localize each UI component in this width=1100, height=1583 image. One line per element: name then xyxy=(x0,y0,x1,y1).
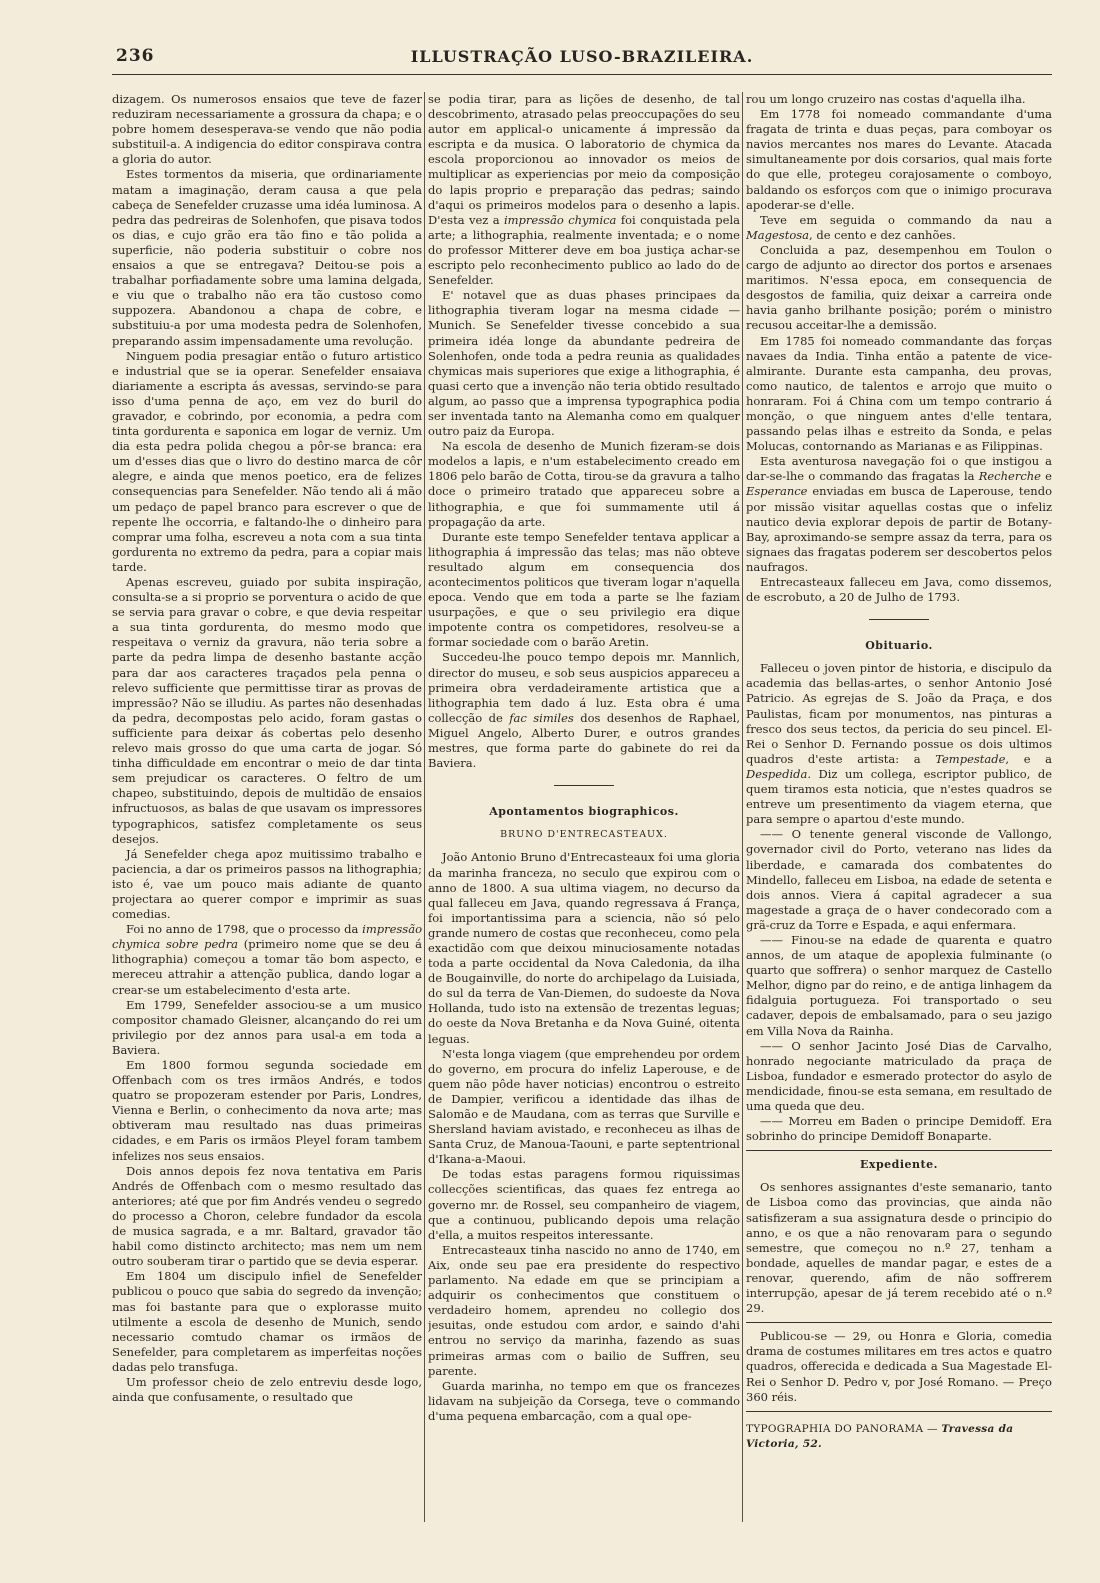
italic-text: Despedida xyxy=(746,766,808,781)
horizontal-rule xyxy=(746,1411,1052,1412)
paragraph xyxy=(746,213,1052,243)
text: Esta aventurosa navegação foi o que instigou a dar-se-lhe o commando das fragatas la xyxy=(746,454,1052,484)
paragraph: N'esta longa viagem (que emprehendeu por ordem do governo, em procura do infeliz Laperouse, e de quem não pôde haver noticias) encontrou o estreito de Dampier, verificou a identidade das ilhas de Salomão e de Maudana, com as terras que Surville e Shersland haviam avistado, e reconheceu as ilhas de Santa Cruz, de Manoua-Taouni, e parte septentrional d'Ikana-a-Maoui. xyxy=(428,1046,740,1167)
paragraph: Entrecasteaux tinha nascido no anno de 1740, em Aix, onde seu pae era presidente do respectivo parlamento. Na edade em que se principiam a adquirir os conhecimentos que constituem o verdadeiro homem, aprendeu no collegio dos jesuitas, onde estudou com ardor, e saindo d'ahi entrou no serviço da marinha, fazendo as suas primeiras armas com o bailio de Suffren, seu parente. xyxy=(428,1242,740,1378)
paragraph: dizagem. Os numerosos ensaios que teve de fazer reduziram necessariamente a grossura da chapa; e o pobre homem desesperava-se vendo que não podia substituil-a. A indigencia do editor conspirava contra a gloria do autor. xyxy=(112,92,422,167)
paragraph: —— Finou-se na edade de quarenta e quatro annos, de um ataque de apoplexia fulminante (o quarto que soffrera) o senhor marquez de Castello Melhor, digno par do reino, e de antiga linhagem da fidalguia portugueza. Foi transportado o seu cadaver, depois de embalsamado, para o seu jazigo em Villa Nova da Rainha. xyxy=(746,932,1052,1038)
text: foi conquistada pela arte; a lithographia, realmente inventada; e o nome do professor Mitterer deve em boa justiça achar-se escripto pelo reconhecimento publico ao lado do de Senefelder. xyxy=(428,212,740,288)
italic-text: impressão chymica sobre pedra xyxy=(112,922,422,952)
section-title: Expediente. xyxy=(860,1158,938,1172)
text: se podia tirar, para as lições de desenho, de tal descobrimento, atrasado pelas preoccupações do seu autor em applical-o unicamente á impressão da escripta e da musica. O laboratorio de chymica da escola proporcionou ao innovador os meios de multiplicar as experiencias por meio da composição do lapis proprio e preparação das pedras; saindo d'aqui os primeiros modelos para o desenho a lapis. D'esta vez a xyxy=(428,92,740,227)
paragraph: Os senhores assignantes d'este semanario, tanto de Lisboa como das provincias, que ainda não satisfizeram a sua assignatura desde o principio do anno, e os que a não renovaram para o segundo semestre, que começou no n.º 27, tenham a bondade, aquelles de mandar pagar, e estes de a renovar, querendo, afim de não soffrerem interrupção, apesar de já terem recebido até o n.º 29. xyxy=(746,1180,1052,1316)
section-title: Obituario. xyxy=(865,639,933,653)
paragraph: rou um longo cruzeiro nas costas d'aquella ilha. xyxy=(746,92,1026,106)
column-2 xyxy=(428,92,740,1522)
paragraph xyxy=(428,92,740,288)
paragraph: Concluida a paz, desempenhou em Toulon o cargo de adjunto ao director dos portos e arsenaes maritimos. N'essa epoca, em consequencia de desgostos de familia, quiz deixar a carreira onde havia ganho brilhante posição; porém o ministro recusou acceitar-lhe a demissão. xyxy=(746,242,1052,333)
horizontal-rule xyxy=(746,1150,1052,1151)
page-header xyxy=(112,44,1052,75)
text: Teve em seguida o commando da nau a xyxy=(760,212,1052,227)
paragraph: Em 1804 um discipulo infiel de Senefelder publicou o pouco que sabia do segredo da invenção; mas foi bastante para que o explorasse muito utilmente a escola de desenho de Munich, sendo necessario comtudo chamar os irmãos de Senefelder, para completarem as imperfeitas noções dadas pelo transfuga. xyxy=(112,1269,422,1374)
horizontal-rule xyxy=(746,1322,1052,1323)
paragraph: —— O tenente general visconde de Vallongo, governador civil do Porto, veterano nas lides da liberdade, e camarada dos combatentes do Mindello, falleceu em Lisboa, na edade de setenta e dois annos. Viera á capital agradecer a sua magestade a graça de o haver condecorado com a grã-cruz da Torre e Espada, e aqui enfermara. xyxy=(746,827,1052,932)
section-separator xyxy=(869,619,929,620)
paragraph: Entrecasteaux falleceu em Java, como dissemos, de escrobuto, a 20 de Julho de 1793. xyxy=(746,575,1052,605)
paragraph: —— Morreu em Baden o principe Demidoff. Era sobrinho do principe Demidoff Bonaparte. xyxy=(746,1114,1052,1144)
printer-imprint xyxy=(746,1422,1052,1452)
text: Foi no anno de 1798, que o processo da xyxy=(126,922,363,937)
text: e xyxy=(1041,469,1052,484)
paragraph: Na escola de desenho de Munich fizeram-se dois modelos a lapis, e n'um estabelecimento creado em 1806 pelo barão de Cotta, tirou-se da gravura a talho doce o primeiro tratado que appareceu sobre a lithographia, e que foi summamente util á propagação da arte. xyxy=(428,439,740,529)
column-rule xyxy=(424,92,425,1522)
italic-text: impressão chymica xyxy=(503,212,617,227)
italic-text: Recherche xyxy=(978,469,1041,484)
paragraph: Apenas escreveu, guiado por subita inspiração, consulta-se a si proprio se porventura o acido de que se servia para gravar o cobre, e que devia respeitar a sua tinta gordurenta, do mesmo modo que respeitava o verniz da gravura, não teria sobre a parte da pedra limpa de desenho bastante acção para dar aos caracteres traçados pela penna o relevo sufficiente que permittisse tirar as provas de impressão? Não se illudiu. As partes não desenhadas da pedra, decompostas pelo acido, foram gastas o sufficiente para deixar ás cobertas pelo desenho relevo mais grosso do que uma carta de jogar. Só tinha difficuldade em encontrar o meio de dar tinta sem prejudicar os caracteres. O feltro de um chapeo, substituindo, depois de multidão de ensaios infructuosos, as balas de que usavam os impressores typographicos, satisfez completamente os seus desejos. xyxy=(112,575,422,846)
text: TYPOGRAPHIA DO PANORAMA — xyxy=(746,1422,942,1435)
paragraph: Em 1800 formou segunda sociedade em Offenbach com os tres irmãos Andrés, e todos quatro se propozeram estender por Paris, Londres, Vienna e Berlin, o conhecimento da nova arte; mas obtiveram mau resultado nas duas primeiras cidades, e em Paris os irmãos Pleyel foram tambem infelizes nos seus ensaios. xyxy=(112,1058,422,1163)
text: , de cento e dez canhões. xyxy=(809,227,956,242)
italic-text: Tempestade xyxy=(935,751,1006,766)
italic-text: Esperance xyxy=(746,484,808,499)
paragraph: Durante este tempo Senefelder tentava applicar a lithographia á impressão das telas; mas não obteve resultado algum em consequencia dos acontecimentos politicos que tiveram logar n'aquella epoca. Vendo que em toda a parte se lhe faziam usurpações, e que o seu privilegio era dique impotente contra os competidores, resolveu-se a formar sociedade com o barão Aretin. xyxy=(428,529,740,650)
paragraph: De todas estas paragens formou riquissimas collecções scientificas, das quaes fez entrega ao governo mr. de Rossel, seu companheiro de viagem, que a continuou, publicando depois uma relação d'ella, a muitos respeitos interessante. xyxy=(428,1167,740,1242)
text: Succedeu-lhe pouco tempo depois mr. Mannlich, director do museu, e sob seus auspicios appareceu a primeira obra verdadeiramente artistica que a lithographia tem dado á luz. Esta obra é uma collecção de xyxy=(428,650,740,725)
paragraph: João Antonio Bruno d'Entrecasteaux foi uma gloria da marinha franceza, no seculo que expirou com o anno de 1800. A sua ultima viagem, no decurso da qual falleceu em Java, quando regressava á França, foi importantissima para a sciencia, não só pelo grande numero de costas que reconheceu, como pela exactidão com que deixou minuciosamente notadas toda a parte occidental da Nova Caledonia, da ilha de Bougainville, do norte do archipelago da Luisiada, do sul da terra de Van-Diemen, do sudoeste da Nova Hollanda, tudo isto na extensão de trezentas leguas; do oeste da Nova Bretanha e da Nova Guiné, oitenta leguas. xyxy=(428,850,740,1046)
paragraph: Já Senefelder chega apoz muitissimo trabalho e paciencia, a dar os primeiros passos na lithographia; isto é, vae um pouco mais adiante de quanto projectara ao querer compor e imprimir as suas comedias. xyxy=(112,846,422,922)
section-title: Apontamentos biographicos. xyxy=(489,805,679,819)
paragraph: Em 1799, Senefelder associou-se a um musico compositor chamado Gleisner, alcançando do rei um privilegio por dez annos para usal-a em toda a Baviera. xyxy=(112,997,422,1057)
section-separator xyxy=(554,785,614,786)
paragraph: Publicou-se — 29, ou Honra e Gloria, comedia drama de costumes militares em tres actos e quatro quadros, offerecida e dedicada a Sua Magestade El-Rei o Senhor D. Pedro v, por José Romano. — Preço 360 réis. xyxy=(746,1329,1052,1404)
column-1 xyxy=(112,92,422,1522)
column-3 xyxy=(746,92,1052,1522)
paragraph xyxy=(428,650,740,771)
column-rule xyxy=(742,92,743,1522)
italic-text: Travessa da Victoria, 52. xyxy=(746,1422,1014,1450)
paragraph: —— O senhor Jacinto José Dias de Carvalho, honrado negociante matriculado da praça de Lisboa, fundador e esmerado protector do asylo de mendicidade, finou-se esta semana, em resultado de uma queda que deu. xyxy=(746,1038,1052,1113)
paragraph: Dois annos depois fez nova tentativa em Paris Andrés de Offenbach com o mesmo resultado das anteriores; até que por fim Andrés vendeu o segredo do processo a Choron, celebre fundador da escola de musica sagrada, e a mr. Baltard, gravador tão habil como distincto architecto; mas nem um nem outro souberam tirar o partido que se devia esperar. xyxy=(112,1163,422,1269)
paragraph: Em 1785 foi nomeado commandante das forças navaes da India. Tinha então a patente de vice-almirante. Durante esta campanha, deu provas, como nautico, de talentos e arrojo que muito o honraram. Foi á China com um tempo contrario á monção, o que ninguem antes d'elle tentara, passando pelas ilhas e estreito da Sonda, e pelas Molucas, contornando as Marianas e as Filippinas. xyxy=(746,333,1052,454)
text: enviadas em busca de Laperouse, tendo por missão visitar aquellas costas que o infeliz nautico devia explorar depois de partir de Botany-Bay, aproximando-se sempre assaz da terra, para os signaes das fragatas poderem ser descobertos pelos naufragos. xyxy=(746,484,1052,574)
paragraph: Ninguem podia presagiar então o futuro artistico e industrial que se ia operar. Senefelder ensaiava diariamente a escripta ás avessas, servindo-se para isso d'uma penna de aço, em vez do buril do gravador, e cobrindo, por economia, a pedra com tinta gordurenta e saponica em logar de verniz. Um dia esta pedra polida chegou a pôr-se branca: era um d'esses dias que o livro do destino marca de côr alegre, e ainda que menos poetico, era de felizes consequencias para Senefelder. Não tendo ali á mão um pedaço de papel branco para escrever o que de repente lhe occorria, e faltando-lhe o dinheiro para comprar uma folha, escreveu a nota com a sua tinta gordurenta no extremo da pedra, para a copiar mais tarde. xyxy=(112,348,422,574)
paragraph xyxy=(112,922,422,997)
text: , e a xyxy=(1005,751,1052,766)
paragraph: Em 1778 foi nomeado commandante d'uma fragata de trinta e duas peças, para comboyar os navios mercantes nos mares do Levante. Atacada simultaneamente por dois corsarios, qual mais forte do que elle, protegeu corajosamente o comboyo, baldando os esforços com que o inimigo procurava apoderar-se d'elle. xyxy=(746,107,1052,212)
page-number: 236 xyxy=(116,46,155,66)
paragraph: Estes tormentos da miseria, que ordinariamente matam a imaginação, deram causa a que pela cabeça de Senefelder cruzasse uma idéa luminosa. A pedra das pedreiras de Solenhofen, que pisava todos os dias, e cujo grão era tão fino e tão polida a superficie, não poderia substituir o cobre nos ensaios a que se entregava? Deitou-se pois a trabalhar porfiadamente sobre uma lamina delgada, e viu que o trabalho não era tão custoso como suppozera. Abandonou a chapa de cobre, e substituiu-a por uma modesta pedra de Solenhofen, preparando assim impensadamente uma revolução. xyxy=(112,167,422,348)
running-title: ILLUSTRAÇÃO LUSO-BRAZILEIRA. xyxy=(410,47,754,66)
paragraph: Guarda marinha, no tempo em que os francezes lidavam na subjeição da Corsega, teve o commando d'uma pequena embarcação, com a qual ope- xyxy=(428,1378,740,1423)
paragraph xyxy=(746,454,1052,575)
paragraph xyxy=(746,661,1052,827)
italic-text: fac similes xyxy=(509,710,574,725)
paragraph: E' notavel que as duas phases principaes da lithographia tiveram logar na mesma cidade — Munich. Se Senefelder tivesse concebido a sua primeira idéa longe da abundante pedreira de Solenhofen, onde toda a pedra reunia as qualidades chymicas mais superiores que exige a lithographia, é quasi certo que a invenção não teria obtido resultado algum, ao passo que a imprensa typographica podia ser inventada tanto na Alemanha como em qualquer outro paiz da Europa. xyxy=(428,288,740,439)
text: . Diz um collega, escriptor publico, de quem tiramos esta noticia, que n'estes quadros se entreve um presentimento da viagem eterna, que para sempre o apartou d'este mundo. xyxy=(746,766,1052,827)
text: (primeiro nome que se deu á lithographia) começou a tomar tão bom aspecto, e mereceu attrahir a attenção publica, dando logar a crear-se um estabelecimento d'esta arte. xyxy=(112,937,422,997)
italic-text: Magestosa xyxy=(746,227,810,242)
text: Falleceu o joven pintor de historia, e discipulo da academia das bellas-artes, o senhor Antonio José Patricio. As egrejas de S. João da Praça, e dos Paulistas, ficam por monumentos, nas pinturas a fresco dos seus tectos, da pericia do seu pincel. El-Rei o Senhor D. Fernando possue os dois ultimos quadros d'este artista: a xyxy=(746,661,1052,766)
article-subhead: BRUNO D'ENTRECASTEAUX. xyxy=(500,829,668,841)
paragraph: Um professor cheio de zelo entreviu desde logo, ainda que confusamente, o resultado que xyxy=(112,1374,422,1405)
text: dos desenhos de Raphael, Miguel Angelo, Alberto Durer, e outros grandes mestres, que forma parte do gabinete do rei da Baviera. xyxy=(428,710,740,771)
